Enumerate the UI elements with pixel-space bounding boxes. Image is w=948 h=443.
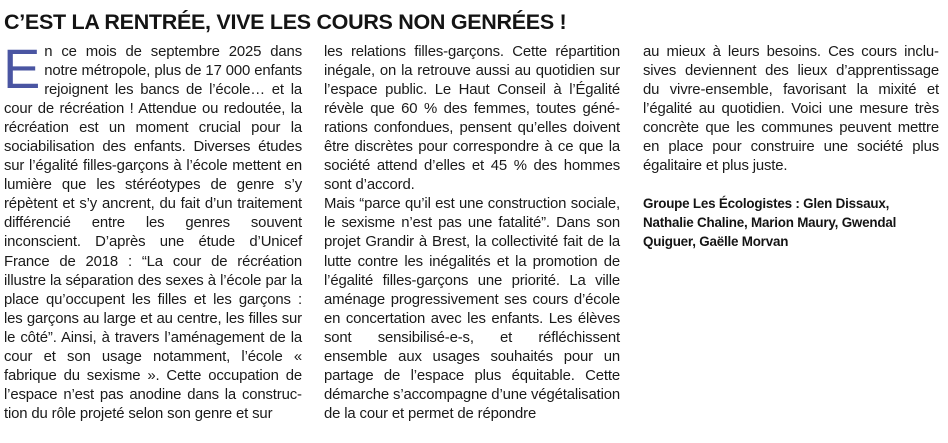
author-signature: Groupe Les Écologistes : Glen Dissaux, Nathalie Chaline, Marion Maury, Gwendal Quiguer, Gaëlle Morvan (643, 196, 897, 250)
drop-cap: E (3, 37, 41, 100)
paragraph-1-text: n ce mois de septembre 2025 dans notre métropole, plus de 17 000 enfants rejoignent les bancs de l’école… et la cour de récréation ! Attendue ou redoutée, la récréation est un moment crucial pour la sociabilisation des enfants. Diverses études sur l’égalité filles-garçons à l’école mettent en lumière que les stéréotypes de genre s’y répètent et s’y ancrent, du fait d’un traitement différencié entre les genres souvent inconscient. D’après une étude d’Unicef France de 2018 : “La cour de récréation illustre la séparation des sexes à l’école par la place qu’occupent les filles et les garçons : les garçons au large et au centre, les filles sur le côté”. Ainsi, à travers l’aménagement de la cour et son usage notamment, l’école « fabrique du sexisme ». Cette occupation de l’espace n’est pas anodine dans la construction du rôle projeté selon son genre et sur (4, 44, 302, 422)
article-column-3 (643, 43, 939, 251)
article-paragraph-2: Mais “parce qu’il est une construction sociale, le sexisme n’est pas une fatalité”. Dans son projet Grandir à Brest, la collectivité fait de la lutte contre les inégalités et la promotion de l’égalité filles-garçons une priorité. La ville aménage progressivement ses cours d’école en concertation avec les enfants. Les élèves sont sensibilisé-e-s, et réfléchissent ensemble aux usages souhaités pour un partage de l’espace plus équitable. Cette démarche s’accompagne d’une végétalisation de la cour et permet de répondre (324, 196, 620, 422)
article-column-2 (324, 43, 620, 424)
article-column-1 (3, 37, 302, 424)
article-title: C’EST LA RENTRÉE, VIVE LES COURS NON GENRÉES ! (4, 10, 567, 34)
article-paragraph-1 (3, 37, 302, 424)
article-paragraph-1-continued: les relations filles-garçons. Cette répartition inégale, on la retrouve aussi au quotidien sur l’espace public. Le Haut Conseil à l’Égalité révèle que 60 % des femmes, toutes générations confondues, pensent qu’elles doivent être discrètes pour correspondre à ce que la société attend d’elles et 45 % des hommes sont d’accord. (324, 44, 620, 194)
article-paragraph-2-continued: au mieux à leurs besoins. Ces cours inclusives deviennent des lieux d’apprentissage du vivre-ensemble, favorisant la mixité et l’égalité au quotidien. Voici une mesure très concrète que les communes peuvent mettre en place pour construire une société plus égalitaire et plus juste. (643, 44, 939, 175)
